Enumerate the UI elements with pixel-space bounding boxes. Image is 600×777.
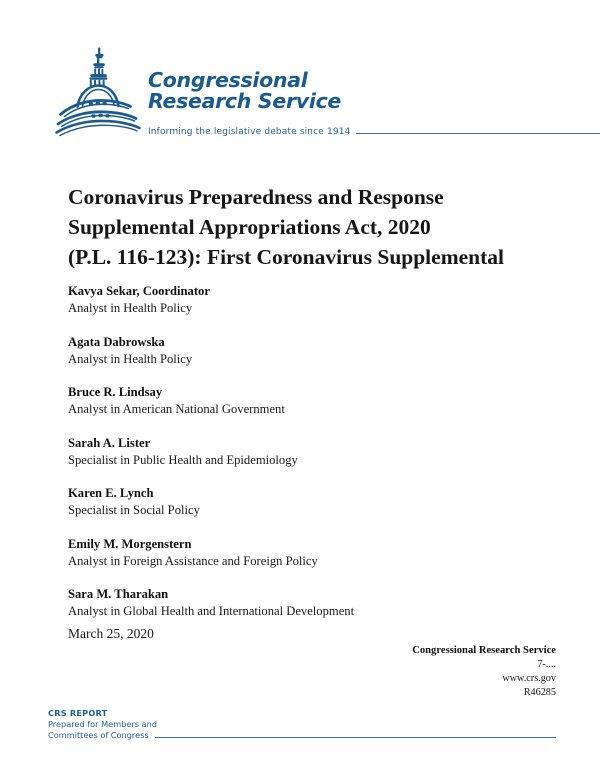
author-name: Bruce R. Lindsay [68, 385, 163, 399]
author-name: Sara M. Tharakan [68, 587, 169, 601]
author-entry [68, 586, 538, 620]
crs-footer [48, 708, 556, 741]
author-role: Analyst in American National Government [68, 402, 285, 416]
crs-masthead [52, 44, 556, 144]
author-name: Karen E. Lynch [68, 486, 154, 500]
title-line-1: Coronavirus Preparedness and Response [68, 185, 444, 210]
footer-subtitle-row [48, 730, 556, 741]
imprint-website[interactable]: www.crs.gov [502, 673, 556, 684]
masthead-tagline: Informing the legislative debate since 1914 [148, 127, 351, 137]
author-entry [68, 384, 538, 418]
imprint-organization: Congressional Research Service [412, 645, 556, 656]
author-name: Sarah A. Lister [68, 435, 151, 450]
footer-rule [155, 737, 556, 738]
footer-report-label: CRS REPORT [48, 708, 108, 718]
author-name: Emily M. Morgenstern [68, 536, 192, 551]
imprint-report-number: R46285 [523, 687, 556, 698]
author-role: Analyst in Health Policy [68, 351, 193, 366]
capitol-dome-icon [52, 44, 148, 140]
author-role: Analyst in Health Policy [68, 301, 193, 315]
crs-wordmark [148, 70, 548, 112]
author-entry [68, 435, 538, 469]
author-entry [68, 334, 538, 368]
author-role: Specialist in Social Policy [68, 503, 200, 517]
title-line-2: Supplemental Appropriations Act, 2020 [68, 215, 431, 240]
page-title [68, 182, 548, 272]
masthead-rule [356, 133, 600, 134]
author-name: Agata Dabrowska [68, 334, 165, 349]
footer-subtitle-line-2: Committees of Congress [48, 730, 149, 740]
author-role: Analyst in Global Health and International Development [68, 604, 355, 618]
author-name: Kavya Sekar, Coordinator [68, 284, 210, 298]
author-role: Analyst in Foreign Assistance and Foreign Policy [68, 553, 318, 568]
author-role: Specialist in Public Health and Epidemiology [68, 452, 298, 467]
author-entry [68, 485, 538, 519]
masthead-tagline-row [148, 127, 600, 137]
author-entry [68, 283, 538, 317]
author-entry [68, 536, 538, 570]
wordmark-line-2: Research Service [148, 89, 342, 113]
title-line-3: (P.L. 116-123): First Coronavirus Supplemental [68, 245, 504, 270]
footer-subtitle-line-1: Prepared for Members and [48, 719, 158, 729]
publication-date: March 25, 2020 [68, 626, 154, 641]
wordmark-line-1: Congressional [148, 68, 308, 92]
imprint-phone: 7-.... [537, 659, 556, 670]
author-list [68, 283, 538, 637]
imprint-block [316, 644, 556, 700]
